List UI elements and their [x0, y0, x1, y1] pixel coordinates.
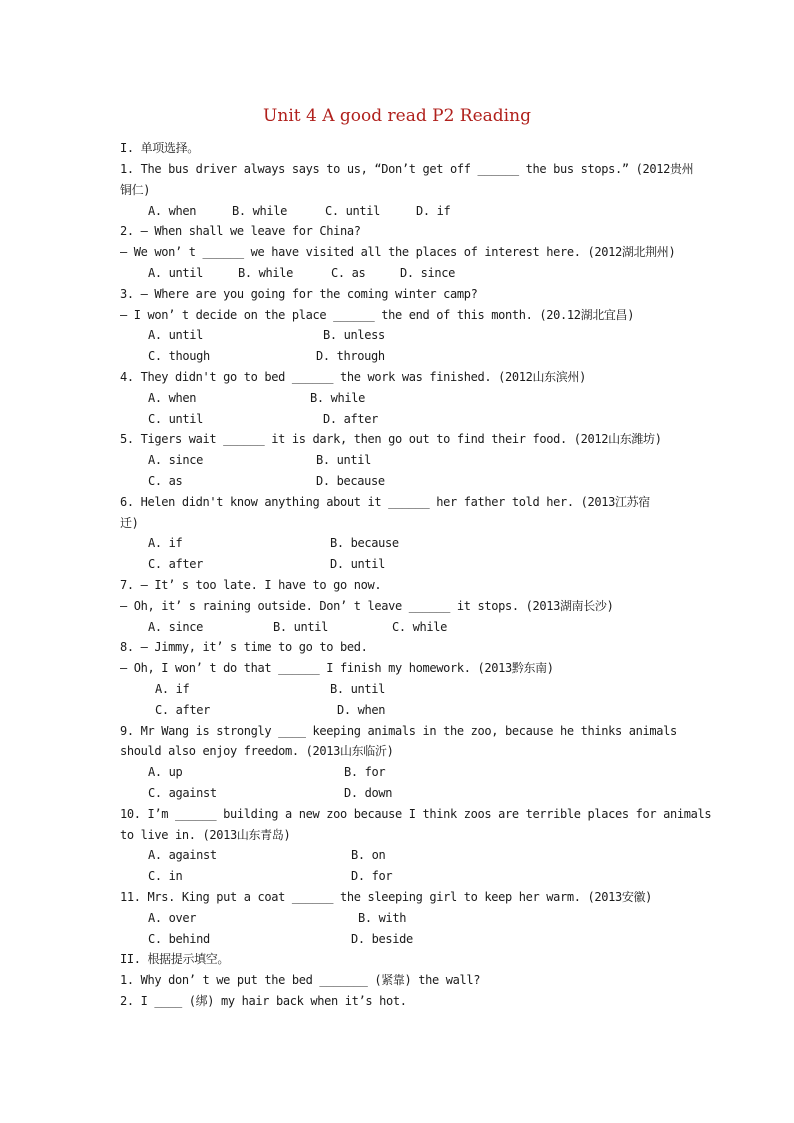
question-8-line-2: — Oh, I won’ t do that ______ I finish my homework. (2013黔东南) — [120, 661, 554, 675]
question-1-option-d: D. if — [416, 204, 451, 218]
question-3-option-a: A. until — [148, 328, 203, 342]
question-3-option-d: D. through — [316, 349, 385, 363]
question-10-option-d: D. for — [351, 869, 393, 883]
question-6-option-c: C. after — [148, 557, 203, 571]
question-5-option-a: A. since — [148, 453, 203, 467]
section-heading-choice: I. 单项选择。 — [120, 141, 199, 155]
question-8-line-1: 8. — Jimmy, it’ s time to go to bed. — [120, 640, 368, 654]
question-7-option-b: B. until — [273, 620, 328, 634]
question-6-line-1: 6. Helen didn't know anything about it ______ her father told her. (2013江苏宿 — [120, 495, 650, 509]
question-3-line-1: 3. — Where are you going for the coming winter camp? — [120, 287, 478, 301]
question-11-option-b: B. with — [358, 911, 407, 925]
question-11-option-d: D. beside — [351, 932, 413, 946]
question-3-option-c: C. though — [148, 349, 210, 363]
question-10-option-c: C. in — [148, 869, 183, 883]
question-6-option-b: B. because — [330, 536, 399, 550]
question-9-option-c: C. against — [148, 786, 217, 800]
question-9-option-b: B. for — [344, 765, 386, 779]
question-8-option-c: C. after — [155, 703, 210, 717]
question-7-option-c: C. while — [392, 620, 447, 634]
question-10-option-a: A. against — [148, 848, 217, 862]
question-3-line-2: — I won’ t decide on the place ______ the end of this month. (20.12湖北宜昌) — [120, 308, 635, 322]
question-11-line-1: 11. Mrs. King put a coat ______ the sleeping girl to keep her warm. (2013安徽) — [120, 890, 653, 904]
question-1-option-c: C. until — [325, 204, 380, 218]
question-4-option-d: D. after — [323, 412, 378, 426]
question-2-option-c: C. as — [331, 266, 366, 280]
question-4-option-b: B. while — [310, 391, 365, 405]
question-9-line-1: 9. Mr Wang is strongly ____ keeping animals in the zoo, because he thinks animals — [120, 724, 677, 738]
question-8-option-b: B. until — [330, 682, 385, 696]
question-7-line-1: 7. — It’ s too late. I have to go now. — [120, 578, 382, 592]
question-1-option-b: B. while — [232, 204, 287, 218]
question-4-option-a: A. when — [148, 391, 197, 405]
question-6-option-d: D. until — [330, 557, 385, 571]
question-2-option-a: A. until — [148, 266, 203, 280]
question-10-line-2: to live in. (2013山东青岛) — [120, 828, 291, 842]
question-8-option-a: A. if — [155, 682, 190, 696]
fill-item-2: 2. I ____ (绑) my hair back when it’s hot. — [120, 994, 407, 1008]
question-7-line-2: — Oh, it’ s raining outside. Don’ t leave ______ it stops. (2013湖南长沙) — [120, 599, 614, 613]
question-4-line-1: 4. They didn't go to bed ______ the work was finished. (2012山东滨州) — [120, 370, 586, 384]
question-9-option-d: D. down — [344, 786, 393, 800]
question-1-line-2: 铜仁) — [120, 183, 151, 197]
question-2-option-d: D. since — [400, 266, 455, 280]
question-11-option-c: C. behind — [148, 932, 210, 946]
question-4-option-c: C. until — [148, 412, 203, 426]
question-2-line-2: — We won’ t ______ we have visited all the places of interest here. (2012湖北荆州) — [120, 245, 676, 259]
question-10-line-1: 10. I’m ______ building a new zoo because I think zoos are terrible places for animals — [120, 807, 712, 821]
question-11-option-a: A. over — [148, 911, 197, 925]
question-9-line-2: should also enjoy freedom. (2013山东临沂) — [120, 744, 394, 758]
page-title: Unit 4 A good read P2 Reading — [263, 106, 531, 126]
fill-item-1: 1. Why don’ t we put the bed _______ (紧靠) the wall? — [120, 973, 481, 987]
section-heading-fill: II. 根据提示填空。 — [120, 952, 230, 966]
question-7-option-a: A. since — [148, 620, 203, 634]
question-5-option-c: C. as — [148, 474, 183, 488]
question-6-line-2: 迁) — [120, 516, 139, 530]
question-6-option-a: A. if — [148, 536, 183, 550]
question-2-option-b: B. while — [238, 266, 293, 280]
question-3-option-b: B. unless — [323, 328, 385, 342]
question-5-option-b: B. until — [316, 453, 371, 467]
question-1-option-a: A. when — [148, 204, 197, 218]
question-10-option-b: B. on — [351, 848, 386, 862]
question-5-line-1: 5. Tigers wait ______ it is dark, then go out to find their food. (2012山东潍坊) — [120, 432, 662, 446]
question-9-option-a: A. up — [148, 765, 183, 779]
question-2-line-1: 2. — When shall we leave for China? — [120, 224, 361, 238]
question-1-line-1: 1. The bus driver always says to us, “Don’t get off ______ the bus stops.” (2012贵州 — [120, 162, 694, 176]
question-8-option-d: D. when — [337, 703, 386, 717]
question-5-option-d: D. because — [316, 474, 385, 488]
